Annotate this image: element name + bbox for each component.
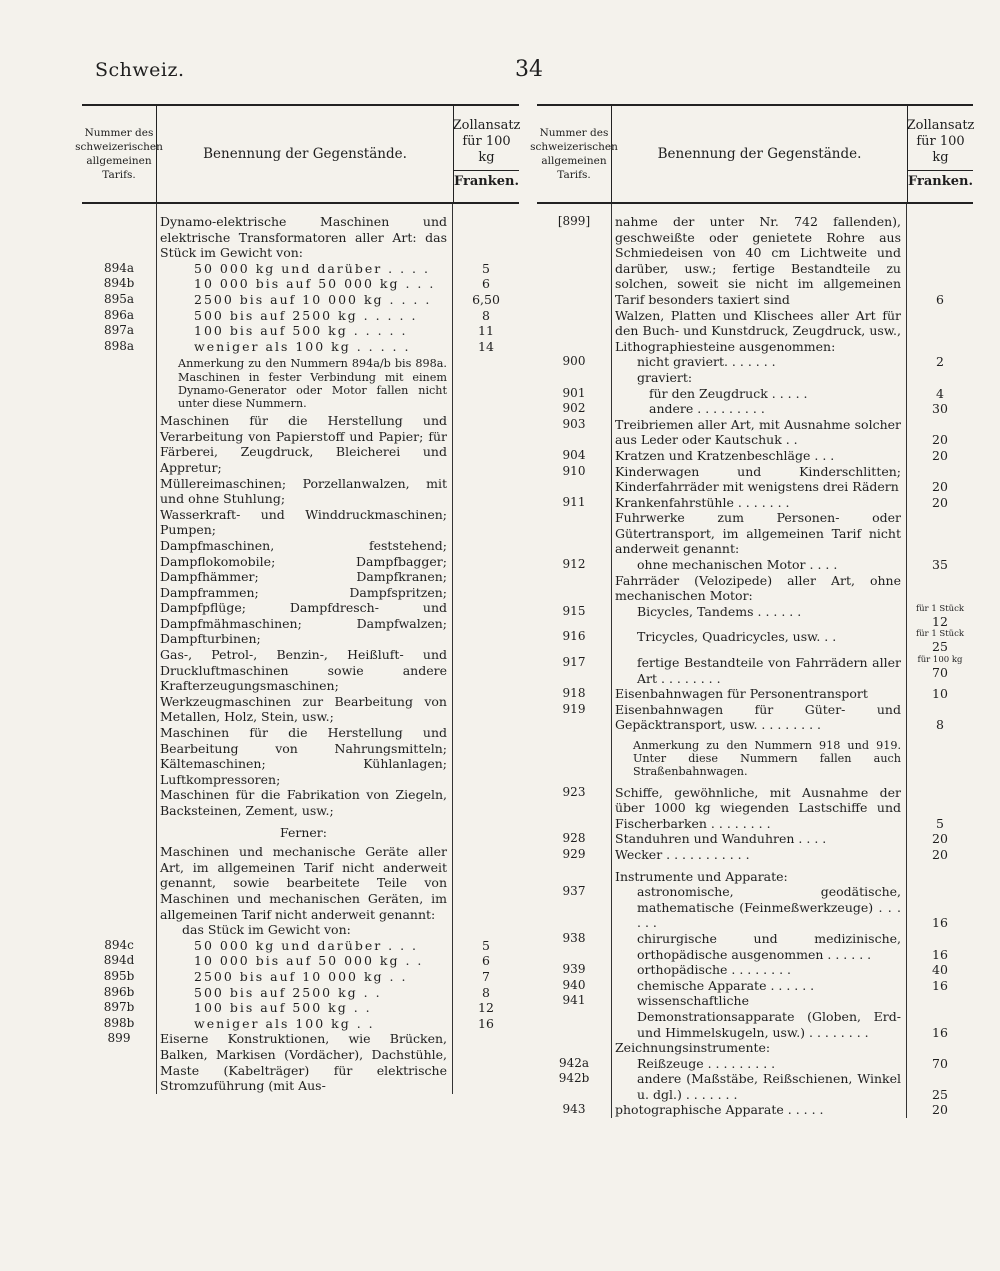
item-text: nahme der unter Nr. 742 fallenden), geschweißte oder genietete Rohre aus Schmiedeisen von 40 cm Lichtweite und darüber, usw.; fertige Bestandteile zu solchen, soweit sie nicht im allgemeinen Tarif besonders taxiert sind — [615, 214, 901, 307]
duty-value: 20 — [932, 831, 948, 847]
duty-value: 10 — [932, 686, 948, 702]
duty-value: 30 — [932, 401, 948, 417]
table-row — [537, 847, 973, 863]
duty-amount: 25 — [932, 639, 948, 655]
item-text: Krankenfahrstühle . . . . . . . — [615, 494, 790, 510]
tariff-number: 896b — [103, 984, 135, 999]
tariff-number: 938 — [562, 930, 586, 945]
duty-value: 25 — [932, 1086, 948, 1102]
item-text: chemische Apparate . . . . . . — [637, 977, 815, 993]
duty-value — [907, 573, 973, 604]
tariff-number: 939 — [562, 962, 586, 977]
tariff-number: 940 — [562, 977, 586, 992]
tariff-number: 910 — [562, 463, 586, 478]
tariff-number — [537, 573, 611, 604]
tariff-number: 923 — [562, 784, 586, 799]
table-row — [537, 785, 973, 832]
table-row — [537, 884, 973, 931]
item-text: Wecker . . . . . . . . . . . — [615, 846, 750, 862]
duty-value: 20 — [932, 1102, 948, 1118]
item-text: andere (Maßstäbe, Reißschienen, Winkel u. dgl.) . . . . . . . — [637, 1071, 901, 1102]
tariff-number — [537, 869, 611, 885]
item-text: astronomische, geodätische, mathematische (Feinmeßwerkzeuge) . . . . . . — [637, 884, 901, 931]
item-text: 50 000 kg und darüber . . . . — [194, 260, 430, 276]
tariff-number: 901 — [562, 385, 586, 400]
tariff-number: 916 — [562, 629, 586, 644]
tariff-number: 898a — [103, 338, 135, 353]
tariff-number — [82, 647, 156, 694]
tariff-number: 895b — [103, 968, 135, 983]
table-row — [537, 686, 973, 702]
item-text: Werkzeugmaschinen zur Bearbeitung von Metallen, Holz, Stein, usw.; — [160, 693, 447, 725]
tariff-number: 894a — [103, 260, 135, 275]
tariff-number — [82, 413, 156, 475]
table-row — [537, 495, 973, 511]
duty-value — [453, 413, 519, 475]
tariff-number: 918 — [562, 686, 586, 701]
section-label: Ferner: — [280, 824, 327, 840]
item-text: Eisenbahnwagen für Güter- und Gepäcktransport, usw. . . . . . . . . — [615, 701, 901, 733]
item-text: Schiffe, gewöhnliche, mit Ausnahme der über 1000 kg wiegenden Lastschiffe und Fischerbarken . . . . . . . . — [615, 784, 901, 831]
duty-value: 8 — [936, 717, 944, 733]
item-text: 2500 bis auf 10 000 kg . . . . — [194, 291, 432, 307]
tariff-number — [537, 370, 611, 386]
tariff-number: 911 — [562, 494, 586, 509]
table-row — [537, 510, 973, 557]
duty-value — [453, 1031, 519, 1093]
annotation-note: Anmerkung zu den Nummern 894a/b bis 898a. Maschinen in fester Verbindung mit einem Dynamo-Generator oder Motor fallen nicht unter diese Nummern. — [178, 357, 447, 410]
tariff-number — [82, 725, 156, 787]
table-row — [82, 339, 519, 355]
header-duty-unit: Franken. — [454, 170, 519, 190]
item-text: Dampfmaschinen, feststehend; Dampflokomobile; Dampfbagger; Dampfhämmer; Dampfkranen; Dampframmen; Dampfspritzen; Dampfpflüge; Dampfdresch- und Dampfmähmaschinen; Dampfwalzen; Dampfturbinen; — [160, 537, 447, 647]
duty-value: 5 — [936, 815, 944, 831]
duty-value: 8 — [482, 984, 490, 1000]
duty-value: 20 — [932, 447, 948, 463]
item-text: nicht graviert. . . . . . . — [637, 354, 776, 370]
tariff-number: 904 — [562, 447, 586, 462]
item-text: Reißzeuge . . . . . . . . . — [637, 1055, 776, 1071]
duty-value: 7 — [482, 968, 490, 984]
duty-value — [907, 604, 973, 630]
tariff-number: 896a — [103, 307, 135, 322]
item-text: Dynamo-elektrische Maschinen und elektrische Transformatoren aller Art: das Stück im Gewicht von: — [160, 214, 447, 261]
table-row — [537, 869, 973, 885]
item-text: Fahrräder (Velozipede) aller Art, ohne mechanischen Motor: — [615, 572, 901, 604]
right-body — [537, 204, 973, 1118]
item-text: Maschinen für die Herstellung und Verarbeitung von Papierstoff und Papier; für Färberei, Zeugdruck, Bleicherei und Appretur; — [160, 413, 447, 475]
duty-value — [453, 694, 519, 725]
item-text: weniger als 100 kg . . . . . — [194, 338, 411, 354]
tariff-number: 928 — [562, 831, 586, 846]
header-duty-unit: Franken. — [908, 170, 973, 190]
tariff-number — [537, 739, 611, 779]
duty-note: für 100 kg — [917, 655, 963, 666]
item-text: 100 bis auf 500 kg . . — [194, 1000, 372, 1016]
page-number: 34 — [515, 57, 543, 82]
tariff-number: 897a — [103, 323, 135, 338]
table-row — [537, 573, 973, 604]
tariff-number: 942b — [558, 1071, 590, 1086]
table-row — [82, 357, 519, 410]
item-text: Eiserne Konstruktionen, wie Brücken, Balken, Markisen (Vordächer), Dachstühle, Maste (Kabelträger) für elektrische Stromzuführung (mit Aus- — [160, 1031, 447, 1094]
table-row — [82, 507, 519, 538]
tariff-number: 937 — [562, 884, 586, 899]
duty-value — [453, 476, 519, 507]
table-row — [82, 953, 519, 969]
item-text: Bicycles, Tandems . . . . . . — [637, 603, 802, 619]
table-row — [82, 1000, 519, 1016]
item-text: das Stück im Gewicht von: — [182, 922, 351, 938]
tariff-number: 902 — [562, 401, 586, 416]
item-text: Kratzen und Kratzenbeschläge . . . — [615, 447, 835, 463]
table-row — [82, 787, 519, 818]
duty-value: 20 — [932, 494, 948, 510]
table-row — [537, 401, 973, 417]
page-country: Schweiz. — [95, 59, 185, 81]
duty-value: 16 — [932, 946, 948, 962]
table-row — [537, 604, 973, 630]
tariff-number: 919 — [562, 701, 586, 716]
duty-value — [453, 357, 519, 410]
tariff-number: 903 — [562, 416, 586, 431]
duty-value: 20 — [932, 479, 948, 495]
item-text: ohne mechanischen Motor . . . . — [637, 557, 838, 573]
item-text: chirurgische und medizinische, orthopädische ausgenommen . . . . . . — [637, 930, 901, 962]
left-tariff-column — [75, 104, 521, 1094]
tariff-number: 894b — [103, 276, 135, 291]
table-row — [82, 261, 519, 277]
table-row — [537, 354, 973, 370]
item-text: andere . . . . . . . . . — [649, 401, 765, 417]
tariff-number — [82, 476, 156, 507]
item-text: fertige Bestandteile von Fahrrädern aller Art . . . . . . . . — [637, 655, 901, 686]
duty-value — [453, 538, 519, 647]
item-text: für den Zeugdruck . . . . . — [649, 385, 808, 401]
table-row — [82, 413, 519, 475]
header-duty-label: Zollansatz für 100 kg — [906, 118, 975, 165]
duty-value — [907, 655, 973, 686]
table-row — [82, 985, 519, 1001]
item-text: Fuhrwerke zum Personen- oder Gütertransport, im allgemeinen Tarif nicht anderweit genannt: — [615, 510, 901, 557]
duty-value — [907, 510, 973, 557]
header-name: Benennung der Gegenstände. — [611, 106, 907, 202]
item-text: Gas-, Petrol-, Benzin-, Heißluft- und Druckluftmaschinen sowie andere Krafterzeugungsmaschinen; — [160, 647, 447, 694]
table-row — [537, 931, 973, 962]
duty-value: 2 — [936, 354, 944, 370]
tariff-number — [82, 507, 156, 538]
table-row — [82, 214, 519, 261]
item-text: Maschinen für die Fabrikation von Ziegeln, Backsteinen, Zement, usw.; — [160, 787, 447, 818]
tariff-number: 912 — [562, 557, 586, 572]
tariff-number: 942a — [558, 1055, 590, 1070]
table-row — [537, 831, 973, 847]
table-row — [82, 844, 519, 922]
table-row — [537, 1071, 973, 1102]
table-row — [537, 370, 973, 386]
table-row — [82, 476, 519, 507]
tariff-number: 943 — [562, 1102, 586, 1117]
duty-value: 6,50 — [472, 291, 500, 307]
item-text: Müllereimaschinen; Porzellanwalzen, mit und ohne Stuhlung; — [160, 475, 447, 507]
item-text: Tricycles, Quadricycles, usw. . . — [637, 629, 837, 645]
tariff-number: 915 — [562, 603, 586, 618]
item-text: 2500 bis auf 10 000 kg . . — [194, 968, 408, 984]
tariff-number: 897b — [103, 1000, 135, 1015]
duty-amount: 12 — [932, 613, 948, 629]
item-text: orthopädische . . . . . . . . — [637, 962, 791, 978]
tariff-number: 941 — [562, 993, 586, 1008]
item-text: 10 000 bis auf 50 000 kg . . — [194, 953, 424, 969]
table-row — [537, 629, 973, 655]
tariff-number: 899 — [107, 1031, 131, 1046]
tariff-number — [537, 308, 611, 355]
table-row — [82, 922, 519, 938]
duty-value — [907, 370, 973, 386]
header-name: Benennung der Gegenstände. — [156, 106, 453, 202]
column-header — [530, 104, 975, 204]
item-text: Standuhren und Wanduhren . . . . — [615, 831, 827, 847]
duty-note: für 1 Stück — [915, 603, 965, 614]
tariff-number: 900 — [562, 354, 586, 369]
duty-value: 8 — [482, 307, 490, 323]
table-row — [537, 655, 973, 686]
right-tariff-column — [530, 104, 975, 1118]
duty-note: für 1 Stück — [915, 629, 965, 640]
duty-value — [453, 844, 519, 922]
table-row — [82, 647, 519, 694]
annotation-note: Anmerkung zu den Nummern 918 und 919. Unter diese Nummern fallen auch Straßenbahnwagen. — [633, 739, 901, 779]
table-row — [537, 1056, 973, 1072]
duty-value: 5 — [482, 937, 490, 953]
item-text: 10 000 bis auf 50 000 kg . . . — [194, 276, 436, 292]
item-text: 50 000 kg und darüber . . . — [194, 937, 419, 953]
tariff-number — [82, 694, 156, 725]
tariff-number — [537, 510, 611, 557]
duty-value — [907, 629, 973, 655]
duty-value — [453, 725, 519, 787]
duty-value: 20 — [932, 432, 948, 448]
duty-value: 16 — [932, 915, 948, 931]
table-row — [537, 962, 973, 978]
item-text: photographische Apparate . . . . . — [615, 1102, 824, 1118]
duty-value: 16 — [932, 977, 948, 993]
table-row — [82, 1016, 519, 1032]
item-text: weniger als 100 kg . . — [194, 1015, 375, 1031]
table-row — [537, 386, 973, 402]
duty-value — [907, 1040, 973, 1056]
table-row — [537, 1102, 973, 1118]
duty-value: 12 — [478, 1000, 494, 1016]
header-duty — [907, 106, 973, 202]
page-header — [95, 55, 975, 89]
duty-value — [907, 869, 973, 885]
tariff-number — [82, 825, 156, 841]
table-row — [537, 448, 973, 464]
table-row — [537, 993, 973, 1040]
table-row — [537, 214, 973, 308]
tariff-number — [537, 1040, 611, 1056]
duty-value: 16 — [478, 1015, 494, 1031]
table-row — [537, 702, 973, 733]
table-row — [537, 1040, 973, 1056]
table-row — [82, 538, 519, 647]
item-text: Maschinen für die Herstellung und Bearbeitung von Nahrungsmitteln; Kältemaschinen; Kühlanlagen; Luftkompressoren; — [160, 725, 447, 787]
table-row — [82, 825, 519, 841]
duty-value — [453, 647, 519, 694]
header-duty-label: Zollansatz für 100 kg — [452, 118, 521, 165]
item-text: graviert: — [637, 369, 693, 385]
item-text: Wasserkraft- und Winddruckmaschinen; Pumpen; — [160, 506, 447, 538]
duty-value: 6 — [482, 276, 490, 292]
duty-value: 14 — [478, 338, 494, 354]
header-number: Nummer des schweizerischen allgemeinen Tarifs. — [530, 127, 618, 181]
item-text: 100 bis auf 500 kg . . . . . — [194, 323, 408, 339]
table-row — [537, 417, 973, 448]
tariff-number: 894c — [104, 937, 134, 952]
duty-value — [453, 214, 519, 261]
header-number: Nummer des schweizerischen allgemeinen Tarifs. — [75, 127, 163, 181]
duty-value — [453, 825, 519, 841]
duty-value: 4 — [936, 385, 944, 401]
table-row — [82, 1031, 519, 1093]
duty-value: 6 — [482, 953, 490, 969]
table-row — [537, 978, 973, 994]
item-text: 500 bis auf 2500 kg . . . . . — [194, 307, 418, 323]
duty-value: 35 — [932, 557, 948, 573]
column-header — [75, 104, 521, 204]
duty-value: 40 — [932, 962, 948, 978]
duty-value: 11 — [478, 323, 494, 339]
table-row — [82, 969, 519, 985]
item-text: Maschinen und mechanische Geräte aller Art, im allgemeinen Tarif nicht anderweit genannt, sowie bearbeitete Teile von Maschinen und mechanischen Geräten, im allgemeinen Tarif nicht anderweit genannt: — [160, 844, 447, 922]
duty-value — [453, 507, 519, 538]
duty-value — [453, 922, 519, 938]
item-text: Walzen, Platten und Klischees aller Art für den Buch- und Kunstdruck, Zeugdruck, usw., Lithographiesteine ausgenommen: — [615, 307, 901, 354]
table-row — [82, 308, 519, 324]
duty-value: 5 — [482, 260, 490, 276]
tariff-number: 929 — [562, 846, 586, 861]
duty-amount: 70 — [932, 665, 948, 681]
table-row — [537, 557, 973, 573]
tariff-number — [82, 787, 156, 818]
left-body — [82, 204, 519, 1094]
duty-value — [453, 787, 519, 818]
item-text: Eisenbahnwagen für Personentransport — [615, 686, 868, 702]
tariff-number: 895a — [103, 291, 135, 306]
table-row — [537, 739, 973, 779]
tariff-number: 898b — [103, 1015, 135, 1030]
table-row — [82, 323, 519, 339]
header-duty — [453, 106, 519, 202]
table-row — [82, 938, 519, 954]
duty-value: 70 — [932, 1055, 948, 1071]
table-row — [82, 694, 519, 725]
tariff-number — [82, 844, 156, 922]
table-row — [82, 276, 519, 292]
tariff-number — [82, 922, 156, 938]
duty-value: 6 — [936, 291, 944, 307]
item-text: 500 bis auf 2500 kg . . — [194, 984, 382, 1000]
item-text: Treibriemen aller Art, mit Ausnahme solcher aus Leder oder Kautschuk . . — [615, 416, 901, 448]
item-text: Kinderwagen und Kinderschlitten; Kinderfahrräder mit wenigstens drei Rädern — [615, 463, 901, 495]
table-row — [537, 308, 973, 355]
table-row — [82, 292, 519, 308]
item-text: Instrumente und Apparate: — [615, 868, 788, 884]
duty-value — [907, 739, 973, 779]
table-row — [537, 464, 973, 495]
duty-value: 20 — [932, 846, 948, 862]
item-text: Zeichnungsinstrumente: — [615, 1040, 771, 1056]
table-row — [82, 725, 519, 787]
duty-value — [907, 308, 973, 355]
tariff-number — [82, 538, 156, 647]
tariff-number: [899] — [557, 214, 591, 228]
item-text: wissenschaftliche Demonstrationsapparate (Globen, Erd- und Himmelskugeln, usw.) . . . . . . . . — [637, 993, 901, 1040]
tariff-number — [82, 357, 156, 410]
tariff-number: 917 — [562, 655, 586, 670]
tariff-number: 894d — [103, 953, 135, 968]
tariff-number — [82, 214, 156, 261]
duty-value: 16 — [932, 1024, 948, 1040]
